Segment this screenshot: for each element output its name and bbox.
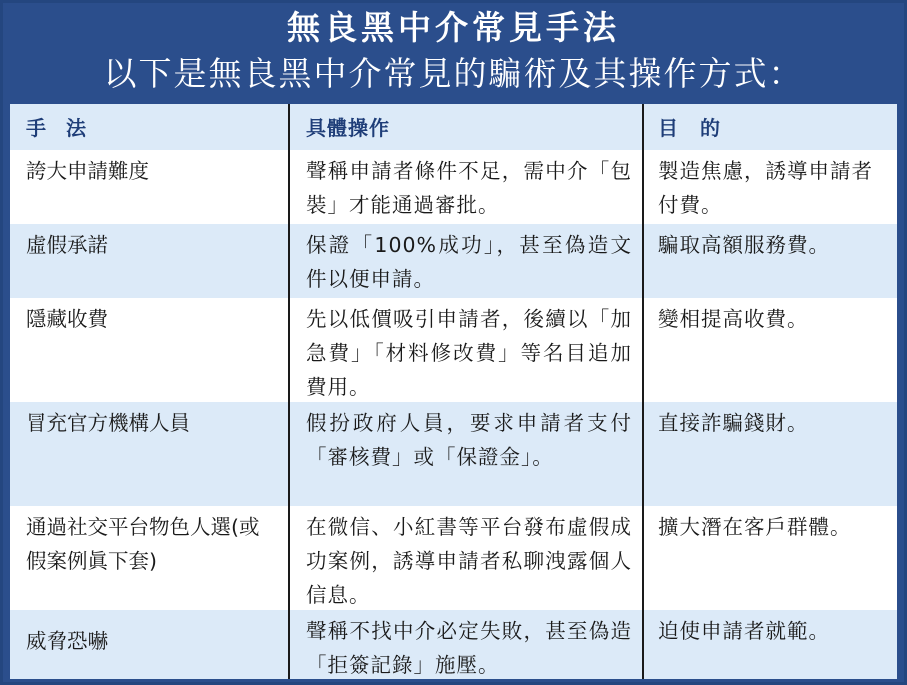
table-row [10, 506, 897, 610]
purpose-cell: 製造焦慮，誘導申請者付費。 [658, 159, 873, 217]
method-cell: 誇大申請難度 [26, 159, 149, 183]
method-cell: 威脅恐嚇 [26, 629, 108, 653]
header [3, 3, 904, 101]
purpose-cell: 騙取高額服務費。 [658, 233, 830, 257]
table-row [10, 610, 897, 679]
purpose-cell: 擴大潛在客戶群體。 [658, 515, 852, 539]
purpose-cell: 迫使申請者就範。 [658, 619, 830, 643]
purpose-cell: 直接詐騙錢財。 [658, 411, 809, 435]
page-subtitle: 以下是無良黑中介常見的騙術及其操作方式： [103, 54, 804, 93]
table-header-row [10, 104, 897, 150]
operation-cell: 先以低價吸引申請者，後續以「加急費」「材料修改費」等名目追加費用。 [306, 307, 632, 399]
operation-cell: 在微信、小紅書等平台發布虛假成功案例，誘導申請者私聊洩露個人信息。 [306, 515, 632, 607]
operation-cell: 假扮政府人員，要求申請者支付「審核費」或「保證金」。 [306, 411, 632, 469]
operation-cell: 聲稱不找中介必定失敗，甚至偽造「拒簽記錄」施壓。 [306, 619, 632, 677]
table-row [10, 402, 897, 506]
column-header-operation: 具體操作 [306, 116, 390, 140]
method-cell: 冒充官方機構人員 [26, 411, 190, 435]
method-cell: 虛假承諾 [26, 233, 108, 257]
table-row [10, 224, 897, 298]
table-row [10, 298, 897, 402]
page-title: 無良黑中介常見手法 [287, 8, 620, 47]
table-row [10, 150, 897, 224]
operation-cell: 聲稱申請者條件不足，需中介「包裝」才能通過審批。 [306, 159, 632, 217]
column-header-method: 手 法 [26, 116, 86, 140]
scam-methods-table [10, 104, 897, 679]
purpose-cell: 變相提高收費。 [658, 307, 809, 331]
operation-cell: 保證「100%成功」，甚至偽造文件以便申請。 [306, 233, 632, 291]
column-divider [288, 104, 290, 679]
column-header-purpose: 目 的 [658, 116, 721, 140]
method-cell: 通過社交平台物色人選(或 假案例眞下套) [26, 515, 260, 573]
column-divider [642, 104, 644, 679]
method-cell: 隱藏收費 [26, 307, 108, 331]
